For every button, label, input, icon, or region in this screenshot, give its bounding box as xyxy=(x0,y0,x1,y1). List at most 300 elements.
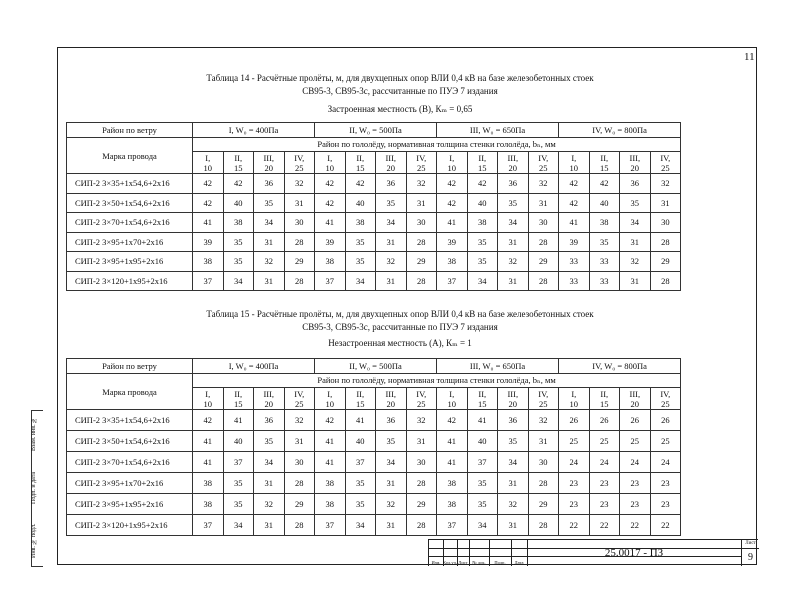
span-value: 31 xyxy=(254,473,285,494)
span-value: 31 xyxy=(406,431,437,452)
ice-label: Район по гололёду, нормативная толщина стенки гололёда, bₙ, мм xyxy=(193,138,681,152)
ice-zone: IV, xyxy=(416,152,427,163)
ice-zone: II, xyxy=(356,152,365,163)
span-value: 34 xyxy=(254,452,285,473)
span-value: 39 xyxy=(193,232,224,252)
span-value: 31 xyxy=(498,271,529,291)
ice-zone-cell xyxy=(345,152,376,174)
span-value: 31 xyxy=(528,193,559,213)
span-value: 29 xyxy=(406,494,437,515)
table-row xyxy=(67,452,681,473)
span-value: 40 xyxy=(467,193,498,213)
ice-mm: 10 xyxy=(569,162,579,173)
span-value: 28 xyxy=(528,515,559,536)
wire-brand: СИП-2 3×120+1х95+2х16 xyxy=(67,271,193,291)
span-value: 37 xyxy=(467,452,498,473)
span-value: 41 xyxy=(437,431,468,452)
span-value: 35 xyxy=(376,193,407,213)
ice-zone-cell xyxy=(223,388,254,410)
span-value: 33 xyxy=(589,252,620,272)
ice-mm: 25 xyxy=(417,162,426,173)
span-value: 26 xyxy=(589,410,620,431)
span-value: 35 xyxy=(223,494,254,515)
table14-terrain: Застроенная местность (В), Кₘ = 0,65 xyxy=(327,104,473,114)
span-value: 23 xyxy=(650,473,681,494)
ice-zone: II, xyxy=(234,152,243,163)
wind-zone: I, W₀ = 400Па xyxy=(193,123,315,138)
span-value: 41 xyxy=(193,213,224,233)
title-col-list: Лист xyxy=(458,560,468,565)
ice-mm: 25 xyxy=(295,398,304,409)
span-value: 23 xyxy=(589,494,620,515)
ice-zone: II, xyxy=(356,388,365,399)
ice-zone-cell xyxy=(589,152,620,174)
span-value: 36 xyxy=(498,410,529,431)
table-row xyxy=(67,494,681,515)
span-value: 32 xyxy=(650,174,681,194)
ice-mm: 20 xyxy=(630,162,640,173)
span-value: 41 xyxy=(437,452,468,473)
span-value: 40 xyxy=(223,193,254,213)
ice-mm: 25 xyxy=(539,398,548,409)
table15 xyxy=(66,358,681,536)
span-value: 31 xyxy=(376,232,407,252)
ice-zone: II, xyxy=(234,388,243,399)
ice-zone: IV, xyxy=(294,388,305,399)
ice-mm: 15 xyxy=(600,162,609,173)
span-value: 38 xyxy=(193,494,224,515)
span-value: 29 xyxy=(284,494,315,515)
sheet-number: 9 xyxy=(748,552,753,563)
ice-zone: IV, xyxy=(538,388,549,399)
span-value: 32 xyxy=(620,252,651,272)
ice-zone: I, xyxy=(449,152,455,163)
table14-caption-line1: Таблица 14 - Расчётные пролёты, м, для двухцепных опор ВЛИ 0,4 кВ на базе железобетонных стоек xyxy=(206,73,594,83)
ice-mm: 10 xyxy=(325,162,334,173)
span-value: 34 xyxy=(467,271,498,291)
ice-zone-cell xyxy=(345,388,376,410)
ice-mm: 15 xyxy=(478,162,487,173)
wire-brand: СИП-2 3×120+1х95+2х16 xyxy=(67,515,193,536)
span-value: 28 xyxy=(406,232,437,252)
table15-caption-line1: Таблица 15 - Расчётные пролёты, м, для двухцепных опор ВЛИ 0,4 кВ на базе железобетонных стоек xyxy=(206,309,594,319)
wind-zone: II, W₀ = 500Па xyxy=(315,359,437,374)
ice-zone-cell xyxy=(559,388,590,410)
header-row xyxy=(67,138,681,152)
ice-zone: II, xyxy=(478,152,487,163)
ice-mm: 25 xyxy=(295,162,304,173)
wind-label: Район по ветру xyxy=(67,123,193,138)
span-value: 23 xyxy=(650,494,681,515)
ice-zone: IV, xyxy=(538,152,549,163)
side-label-inventory: Инв. № подл. xyxy=(31,523,37,559)
table-row xyxy=(67,232,681,252)
ice-zone: I, xyxy=(327,152,333,163)
span-value: 41 xyxy=(315,213,346,233)
span-value: 34 xyxy=(223,271,254,291)
span-value: 36 xyxy=(498,174,529,194)
sheet-label: Лист xyxy=(742,540,759,549)
brand-label: Марка провода xyxy=(67,138,193,174)
span-value: 38 xyxy=(589,213,620,233)
ice-zone-cell xyxy=(498,388,529,410)
span-value: 31 xyxy=(254,232,285,252)
wind-zone: IV, W₀ = 800Па xyxy=(559,123,681,138)
ice-mm: 15 xyxy=(478,398,487,409)
span-value: 26 xyxy=(650,410,681,431)
header-row xyxy=(67,374,681,388)
span-value: 42 xyxy=(559,193,590,213)
ice-mm: 20 xyxy=(630,398,640,409)
span-value: 40 xyxy=(589,193,620,213)
span-value: 31 xyxy=(620,232,651,252)
span-value: 42 xyxy=(193,410,224,431)
ice-mm: 10 xyxy=(203,162,212,173)
span-value: 38 xyxy=(467,213,498,233)
table-row xyxy=(67,473,681,494)
span-value: 42 xyxy=(345,174,376,194)
ice-zone: IV, xyxy=(660,152,671,163)
ice-zone: III, xyxy=(507,388,519,399)
span-value: 34 xyxy=(254,213,285,233)
ice-zone-cell xyxy=(376,152,407,174)
span-value: 39 xyxy=(315,232,346,252)
span-value: 31 xyxy=(498,515,529,536)
span-value: 38 xyxy=(315,494,346,515)
span-value: 32 xyxy=(376,494,407,515)
ice-mm: 15 xyxy=(356,398,365,409)
ice-zone: II, xyxy=(478,388,487,399)
span-value: 38 xyxy=(193,473,224,494)
ice-zone-cell xyxy=(254,152,285,174)
ice-zone-cell xyxy=(559,152,590,174)
span-value: 28 xyxy=(406,473,437,494)
title-col-kol: Кол.уч. xyxy=(443,560,457,565)
ice-zone: I, xyxy=(571,388,577,399)
title-block xyxy=(428,539,758,566)
span-value: 29 xyxy=(406,252,437,272)
ice-mm: 10 xyxy=(325,398,334,409)
span-value: 29 xyxy=(528,494,559,515)
span-value: 35 xyxy=(467,232,498,252)
ice-zone-cell xyxy=(193,152,224,174)
ice-mm: 15 xyxy=(356,162,365,173)
span-value: 42 xyxy=(315,193,346,213)
table14-caption-line2: СВ95-3, СВ95-3с, рассчитанные по ПУЭ 7 издания xyxy=(302,86,498,96)
span-value: 31 xyxy=(284,431,315,452)
span-value: 42 xyxy=(589,174,620,194)
span-value: 31 xyxy=(620,271,651,291)
span-value: 35 xyxy=(467,252,498,272)
span-value: 31 xyxy=(254,515,285,536)
span-value: 36 xyxy=(254,410,285,431)
span-value: 38 xyxy=(437,252,468,272)
ice-mm: 20 xyxy=(264,398,273,409)
span-value: 22 xyxy=(559,515,590,536)
wire-brand: СИП-2 3×95+1х70+2х16 xyxy=(67,473,193,494)
span-value: 23 xyxy=(620,473,651,494)
span-value: 39 xyxy=(559,232,590,252)
span-value: 38 xyxy=(223,213,254,233)
wire-brand: СИП-2 3×50+1х54,6+2х16 xyxy=(67,431,193,452)
span-value: 23 xyxy=(589,473,620,494)
span-value: 30 xyxy=(406,213,437,233)
span-value: 38 xyxy=(315,473,346,494)
span-value: 32 xyxy=(406,174,437,194)
span-value: 22 xyxy=(650,515,681,536)
span-value: 29 xyxy=(528,252,559,272)
ice-zone: I, xyxy=(205,388,211,399)
span-value: 28 xyxy=(528,271,559,291)
ice-zone-cell xyxy=(589,388,620,410)
span-value: 26 xyxy=(620,410,651,431)
span-value: 31 xyxy=(376,515,407,536)
span-value: 31 xyxy=(498,232,529,252)
ice-zone: III, xyxy=(263,388,275,399)
ice-zone-cell xyxy=(284,388,315,410)
span-value: 41 xyxy=(559,213,590,233)
span-value: 39 xyxy=(437,232,468,252)
table-row xyxy=(67,410,681,431)
span-value: 30 xyxy=(284,213,315,233)
span-value: 33 xyxy=(559,271,590,291)
span-value: 42 xyxy=(559,174,590,194)
span-value: 25 xyxy=(589,431,620,452)
ice-mm: 25 xyxy=(661,162,670,173)
title-col-date: Дата xyxy=(514,560,524,565)
ice-zone-cell xyxy=(620,152,651,174)
span-value: 31 xyxy=(254,271,285,291)
span-value: 37 xyxy=(345,452,376,473)
span-value: 41 xyxy=(437,213,468,233)
wind-zone: II, W₀ = 500Па xyxy=(315,123,437,138)
span-value: 41 xyxy=(223,410,254,431)
ice-mm: 10 xyxy=(447,162,457,173)
ice-mm: 25 xyxy=(539,162,548,173)
span-value: 31 xyxy=(498,473,529,494)
span-value: 34 xyxy=(376,452,407,473)
side-label-signature: Подп. и дата xyxy=(31,471,37,505)
span-value: 31 xyxy=(650,193,681,213)
span-value: 28 xyxy=(528,473,559,494)
span-value: 34 xyxy=(223,515,254,536)
span-value: 42 xyxy=(193,174,224,194)
span-value: 37 xyxy=(315,515,346,536)
span-value: 32 xyxy=(254,252,285,272)
ice-label: Район по гололёду, нормативная толщина стенки гололёда, bₙ, мм xyxy=(193,374,681,388)
span-value: 35 xyxy=(254,431,285,452)
span-value: 35 xyxy=(223,252,254,272)
span-value: 37 xyxy=(315,271,346,291)
span-value: 29 xyxy=(284,252,315,272)
span-value: 28 xyxy=(284,515,315,536)
span-value: 36 xyxy=(254,174,285,194)
span-value: 34 xyxy=(345,515,376,536)
ice-zone: I, xyxy=(205,152,211,163)
span-value: 35 xyxy=(345,252,376,272)
span-value: 23 xyxy=(559,473,590,494)
ice-mm: 25 xyxy=(661,398,670,409)
span-value: 40 xyxy=(223,431,254,452)
span-value: 36 xyxy=(376,174,407,194)
span-value: 37 xyxy=(193,515,224,536)
wire-brand: СИП-2 3×95+1х70+2х16 xyxy=(67,232,193,252)
span-value: 30 xyxy=(528,213,559,233)
span-value: 42 xyxy=(437,193,468,213)
span-value: 37 xyxy=(193,271,224,291)
ice-zone-cell xyxy=(376,388,407,410)
table-row xyxy=(67,193,681,213)
table-row xyxy=(67,271,681,291)
ice-mm: 15 xyxy=(234,162,243,173)
span-value: 34 xyxy=(345,271,376,291)
ice-mm: 10 xyxy=(569,398,579,409)
ice-mm: 10 xyxy=(447,398,457,409)
span-value: 32 xyxy=(498,252,529,272)
span-value: 32 xyxy=(498,494,529,515)
span-value: 38 xyxy=(193,252,224,272)
table14-caption xyxy=(0,72,800,98)
ice-zone: III, xyxy=(629,388,641,399)
wire-brand: СИП-2 3×70+1х54,6+2х16 xyxy=(67,213,193,233)
span-value: 22 xyxy=(589,515,620,536)
span-value: 30 xyxy=(284,452,315,473)
wire-brand: СИП-2 3×35+1х54,6+2х16 xyxy=(67,174,193,194)
span-value: 35 xyxy=(223,232,254,252)
ice-zone: I, xyxy=(449,388,455,399)
brand-label: Марка провода xyxy=(67,374,193,410)
span-value: 28 xyxy=(528,232,559,252)
wind-zone: III, W₀ = 650Па xyxy=(437,123,559,138)
span-value: 23 xyxy=(620,494,651,515)
span-value: 31 xyxy=(528,431,559,452)
span-value: 42 xyxy=(223,174,254,194)
table15-caption-line2: СВ95-3, СВ95-3с, рассчитанные по ПУЭ 7 издания xyxy=(302,322,498,332)
ice-mm: 20 xyxy=(386,398,395,409)
span-value: 42 xyxy=(437,174,468,194)
span-value: 42 xyxy=(437,410,468,431)
span-value: 28 xyxy=(406,515,437,536)
span-value: 35 xyxy=(498,193,529,213)
span-value: 28 xyxy=(284,232,315,252)
span-value: 24 xyxy=(589,452,620,473)
span-value: 40 xyxy=(345,193,376,213)
span-value: 35 xyxy=(376,431,407,452)
span-value: 38 xyxy=(437,473,468,494)
ice-zone-cell xyxy=(254,388,285,410)
span-value: 30 xyxy=(406,452,437,473)
span-value: 24 xyxy=(559,452,590,473)
ice-zone-cell xyxy=(437,152,468,174)
span-value: 35 xyxy=(223,473,254,494)
ice-mm: 20 xyxy=(508,162,518,173)
span-value: 40 xyxy=(345,431,376,452)
ice-zone-cell xyxy=(620,388,651,410)
ice-zone: III, xyxy=(629,152,641,163)
span-value: 37 xyxy=(437,271,468,291)
span-value: 28 xyxy=(650,232,681,252)
span-value: 30 xyxy=(528,452,559,473)
table15-caption xyxy=(0,308,800,334)
ice-zone: II, xyxy=(600,152,609,163)
ice-mm: 20 xyxy=(386,162,395,173)
span-value: 31 xyxy=(406,193,437,213)
span-value: 34 xyxy=(376,213,407,233)
span-value: 28 xyxy=(284,473,315,494)
span-value: 31 xyxy=(284,193,315,213)
span-value: 35 xyxy=(498,431,529,452)
table-row xyxy=(67,174,681,194)
table-row xyxy=(67,515,681,536)
header-row xyxy=(67,123,681,138)
span-value: 41 xyxy=(345,410,376,431)
span-value: 36 xyxy=(376,410,407,431)
table-row xyxy=(67,252,681,272)
span-value: 41 xyxy=(315,452,346,473)
span-value: 35 xyxy=(345,494,376,515)
span-value: 24 xyxy=(650,452,681,473)
wire-brand: СИП-2 3×70+1х54,6+2х16 xyxy=(67,452,193,473)
wire-brand: СИП-2 3×95+1х95+2х16 xyxy=(67,494,193,515)
span-value: 31 xyxy=(376,271,407,291)
span-value: 30 xyxy=(650,213,681,233)
ice-zone: IV, xyxy=(660,388,671,399)
ice-zone: I, xyxy=(327,388,333,399)
span-value: 42 xyxy=(315,410,346,431)
span-value: 28 xyxy=(650,271,681,291)
span-value: 35 xyxy=(467,473,498,494)
ice-mm: 15 xyxy=(234,398,243,409)
table-row xyxy=(67,213,681,233)
ice-zone: IV, xyxy=(416,388,427,399)
ice-zone-cell xyxy=(498,152,529,174)
span-value: 40 xyxy=(467,431,498,452)
ice-zone: III, xyxy=(385,152,397,163)
span-value: 41 xyxy=(193,431,224,452)
wind-label: Район по ветру xyxy=(67,359,193,374)
ice-mm: 20 xyxy=(508,398,518,409)
span-value: 42 xyxy=(193,193,224,213)
span-value: 38 xyxy=(437,494,468,515)
ice-zone-cell xyxy=(528,388,559,410)
ice-zone-cell xyxy=(650,388,681,410)
ice-zone: III, xyxy=(263,152,275,163)
header-row xyxy=(67,359,681,374)
wind-zone: IV, W₀ = 800Па xyxy=(559,359,681,374)
ice-zone-cell xyxy=(467,388,498,410)
span-value: 35 xyxy=(254,193,285,213)
span-value: 33 xyxy=(589,271,620,291)
ice-zone: III, xyxy=(385,388,397,399)
title-col-izm: Изм. xyxy=(431,560,441,565)
wire-brand: СИП-2 3×35+1х54,6+2х16 xyxy=(67,410,193,431)
ice-zone-cell xyxy=(467,152,498,174)
side-label-replace: Взам. инв. № xyxy=(31,416,37,452)
span-value: 26 xyxy=(559,410,590,431)
title-col-doc: № док. xyxy=(472,560,486,565)
span-value: 41 xyxy=(467,410,498,431)
ice-zone: III, xyxy=(507,152,519,163)
span-value: 38 xyxy=(345,213,376,233)
ice-mm: 10 xyxy=(203,398,212,409)
span-value: 36 xyxy=(620,174,651,194)
ice-zone-cell xyxy=(437,388,468,410)
table15-terrain: Незастроенная местность (А), Кₘ = 1 xyxy=(328,338,472,348)
span-value: 29 xyxy=(650,252,681,272)
span-value: 34 xyxy=(467,515,498,536)
page-number: 11 xyxy=(744,51,755,63)
span-value: 41 xyxy=(193,452,224,473)
